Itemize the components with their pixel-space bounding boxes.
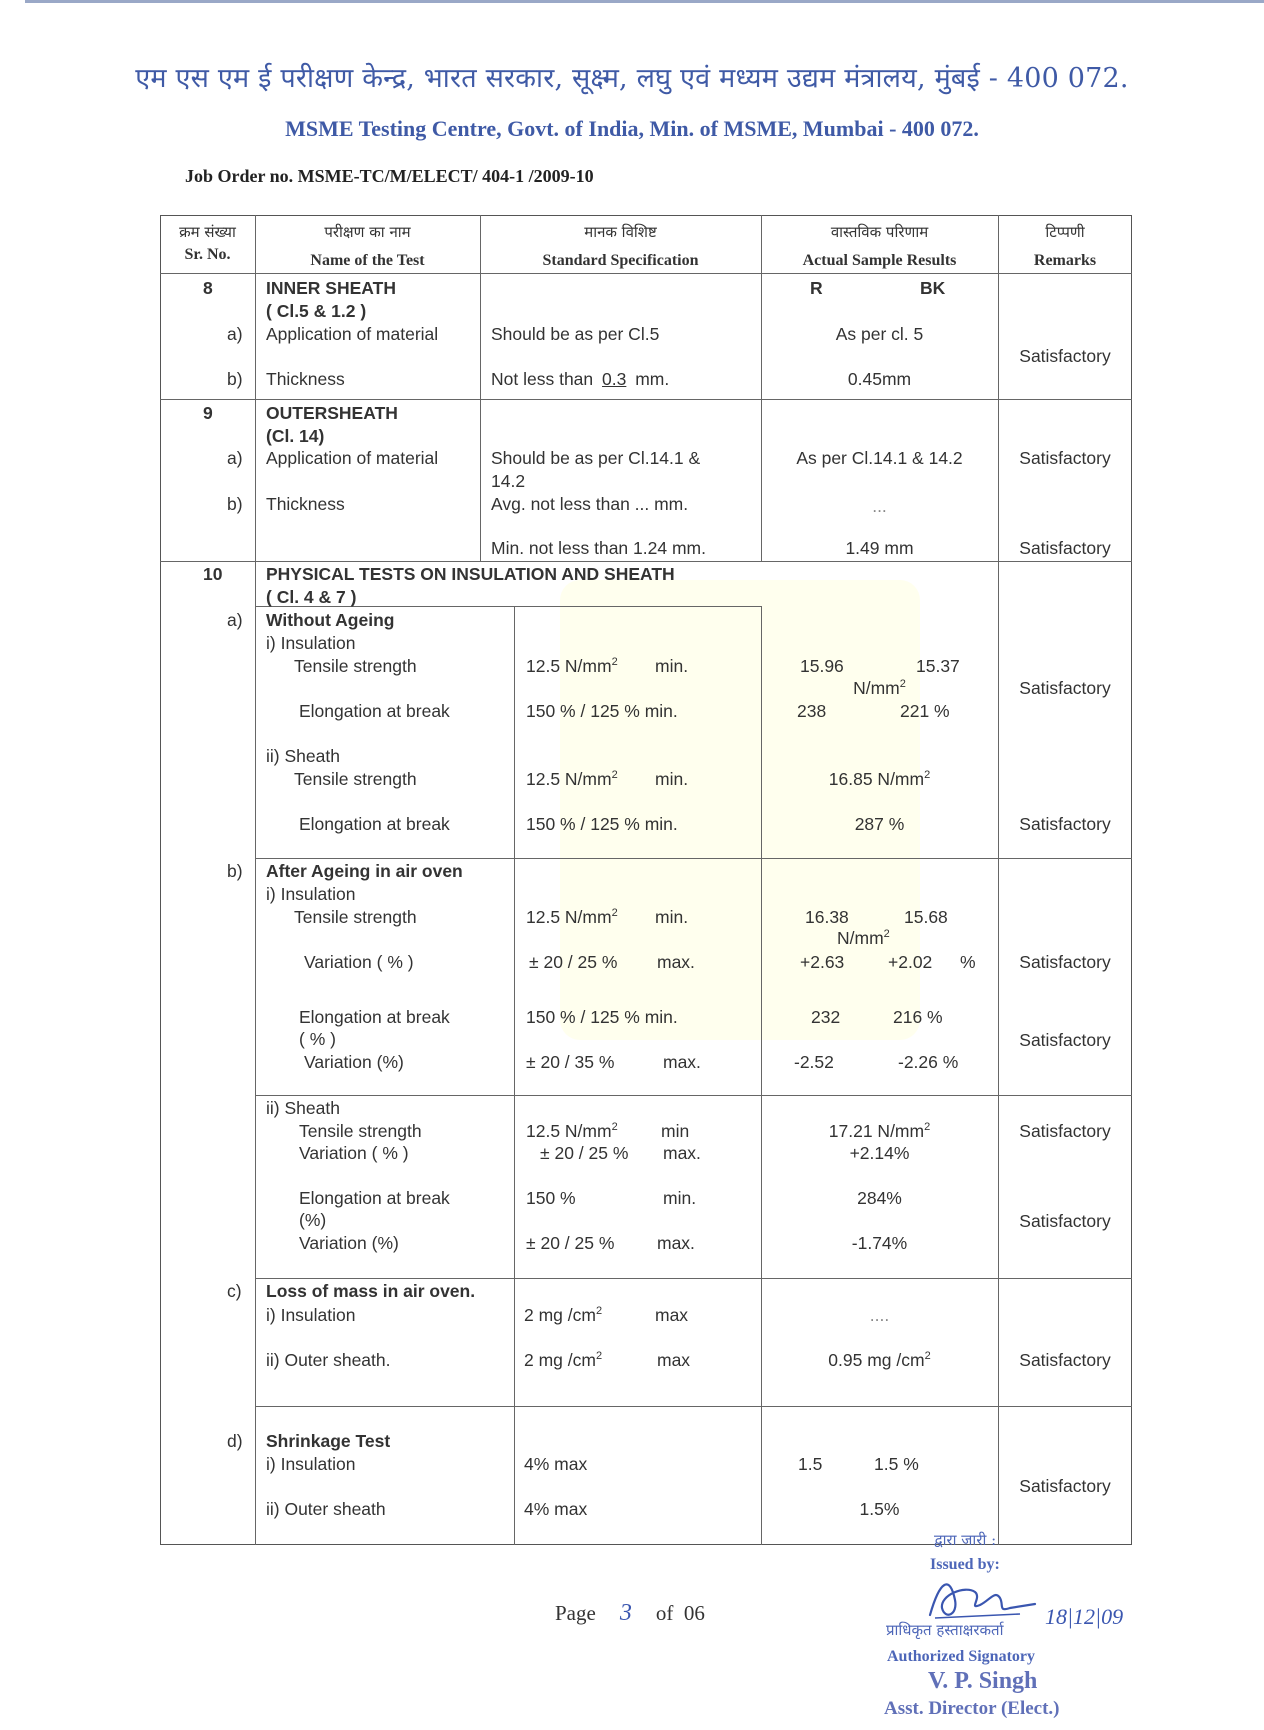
issued-by-hindi: द्वारा जारी : xyxy=(934,1531,997,1549)
s10a-elong: Elongation at break xyxy=(299,701,450,721)
row-divider xyxy=(160,561,1132,562)
s8-remark: Satisfactory xyxy=(1019,346,1111,366)
s10b-elong-std: 150 % / 125 % min. xyxy=(526,1007,678,1027)
s9-a-std-2: 14.2 xyxy=(491,471,526,491)
s10b-title: After Ageing in air oven xyxy=(266,861,463,881)
s10b-sheath-variation-2: Variation (%) xyxy=(299,1233,399,1253)
col-header-remarks-hindi: टिप्पणी xyxy=(1045,223,1085,241)
col-divider xyxy=(514,606,515,1545)
s8-title: INNER SHEATH xyxy=(266,278,396,298)
s10b-variation-max: max. xyxy=(657,952,695,972)
s10d-outer-sheath-std: 4% max xyxy=(524,1499,588,1519)
col-divider xyxy=(998,215,999,1545)
s10d-outer-sheath: ii) Outer sheath xyxy=(266,1499,386,1519)
authorized-signatory-hindi: प्राधिकृत हस्ताक्षरकर्ता xyxy=(886,1621,1004,1639)
s10a-title: Without Ageing xyxy=(266,610,395,630)
s10b-sheath-variation-max: max. xyxy=(663,1143,701,1163)
s8-a-label: a) xyxy=(227,324,243,344)
s10b-tensile-r: 16.38 xyxy=(805,907,849,927)
s10b-sheath-elong-min: min. xyxy=(663,1188,697,1208)
s10a-sheath-tensile-min: min. xyxy=(655,769,689,789)
col-header-res: Actual Sample Results xyxy=(802,252,957,269)
s8-clause: ( Cl.5 & 1.2 ) xyxy=(266,301,367,321)
s10b-variation-pct: % xyxy=(960,952,976,972)
col-header-std-hindi: मानक विशिष्ट xyxy=(584,223,657,241)
s10b-remark-1: Satisfactory xyxy=(1019,952,1111,972)
s10a-elong-bk: 221 % xyxy=(900,701,950,721)
s9-a-name: Application of material xyxy=(266,448,439,468)
s10b-variation-2-bk: -2.26 % xyxy=(898,1052,959,1072)
s10b-variation-2-r: -2.52 xyxy=(794,1052,834,1072)
s8-a-std: Should be as per Cl.5 xyxy=(491,324,660,344)
s10c-remark: Satisfactory xyxy=(1019,1350,1111,1370)
s10b-elong-r: 232 xyxy=(811,1007,841,1027)
s8-b-name: Thickness xyxy=(266,369,345,389)
s10a-tensile: Tensile strength xyxy=(294,656,417,676)
s10a-tensile-std: 12.5 $N/mm^2$ xyxy=(526,656,618,676)
header-hindi: एम एस एम ई परीक्षण केन्द्र, भारत सरकार, सूक्ष्म, लघु एवं मध्यम उद्यम मंत्रालय, मुंबई - 400 072. xyxy=(135,63,1129,94)
s8-b-std-pre: Not less than xyxy=(491,369,594,389)
s9-a-std-1: Should be as per Cl.14.1 & xyxy=(491,448,701,468)
s8-b-result: 0.45mm xyxy=(847,369,912,389)
row-divider xyxy=(255,1278,1132,1279)
s8-result-bk: BK xyxy=(920,278,946,298)
col-header-name: Name of the Test xyxy=(310,252,425,269)
s10c-insulation-res: .... xyxy=(869,1305,890,1325)
job-order-number: Job Order no. MSME-TC/M/ELECT/ 404-1 /2009-10 xyxy=(185,166,594,186)
s10b-variation-std: ± 20 / 25 % xyxy=(529,952,618,972)
signatory-name: V. P. Singh xyxy=(928,1668,1038,1694)
s10b-remark-3: Satisfactory xyxy=(1019,1121,1111,1141)
s8-b-std-unit: mm. xyxy=(635,369,670,389)
s10b-tensile-unit: $N/mm^2$ xyxy=(837,928,890,948)
sr-no-10: 10 xyxy=(203,564,223,584)
row-divider xyxy=(255,858,1132,859)
s10d-insulation-r: 1.5 xyxy=(798,1454,823,1474)
s10a-remark-2: Satisfactory xyxy=(1019,814,1111,834)
col-header-sr-hindi: क्रम संख्या xyxy=(179,223,236,241)
s10b-remark-4: Satisfactory xyxy=(1019,1211,1111,1231)
page-label: Page xyxy=(555,1601,596,1625)
s10d-title: Shrinkage Test xyxy=(266,1431,391,1451)
s10b-tensile: Tensile strength xyxy=(294,907,417,927)
s10b-sheath-elong-unit: (%) xyxy=(299,1210,327,1230)
s10b-remark-2: Satisfactory xyxy=(1019,1030,1111,1050)
of-label: of xyxy=(655,1601,674,1625)
s10b-sheath-tensile-res: 17.21 $N/mm^2$ xyxy=(828,1121,931,1141)
s9-clause: (Cl. 14) xyxy=(266,426,325,446)
signature-date: 18|12|09 xyxy=(1045,1604,1124,1629)
s10b-sheath-elong-res: 284% xyxy=(857,1188,902,1208)
row-divider xyxy=(255,1406,1132,1407)
col-header-remarks: Remarks xyxy=(1033,252,1097,269)
s9-title: OUTERSHEATH xyxy=(266,403,398,423)
s10b-tensile-min: min. xyxy=(655,907,689,927)
s8-b-label: b) xyxy=(227,369,243,389)
row-divider xyxy=(160,399,1132,400)
col-header-std: Standard Specification xyxy=(542,252,699,269)
signatory-title: Asst. Director (Elect.) xyxy=(884,1698,1060,1719)
s8-result-r: R xyxy=(810,278,823,298)
s10c-outer-sheath-std: 2 mg $/cm^2$ xyxy=(524,1350,603,1370)
s10d-insulation: i) Insulation xyxy=(266,1454,356,1474)
col-header-name-hindi: परीक्षण का नाम xyxy=(324,223,411,241)
s10b-sheath-variation: Variation ( % ) xyxy=(299,1143,409,1163)
s10a-tensile-unit: $N/mm^2$ xyxy=(853,678,906,698)
s10b-variation: Variation ( % ) xyxy=(304,952,414,972)
s10a-insulation: i) Insulation xyxy=(266,633,356,653)
s10b-insulation: i) Insulation xyxy=(266,884,356,904)
authorized-signatory-label: Authorized Signatory xyxy=(887,1648,1035,1665)
s9-b-result-min: 1.49 mm xyxy=(845,538,914,558)
s9-a-label: a) xyxy=(227,448,243,468)
s10b-sheath-tensile-std: 12.5 $N/mm^2$ xyxy=(526,1121,618,1141)
col-divider xyxy=(761,606,762,1545)
s10b-variation-2-max: max. xyxy=(663,1052,701,1072)
sr-no-9: 9 xyxy=(203,403,213,423)
s10b-elong: Elongation at break xyxy=(299,1007,450,1027)
s10b-tensile-std: 12.5 $N/mm^2$ xyxy=(526,907,618,927)
s8-b-std-val: 0.3 xyxy=(602,369,627,389)
s10a-tensile-min: min. xyxy=(655,656,689,676)
s10a-elong-r: 238 xyxy=(797,701,827,721)
s10b-sheath-elong: Elongation at break xyxy=(299,1188,450,1208)
s10b-variation-r: +2.63 xyxy=(800,952,845,972)
s10b-variation-2-std: ± 20 / 35 % xyxy=(526,1052,615,1072)
s10b-sheath-variation-2-max: max. xyxy=(657,1233,695,1253)
s8-a-result: As per cl. 5 xyxy=(835,324,924,344)
s10d-outer-sheath-res: 1.5% xyxy=(859,1499,900,1519)
col-header-sr: Sr. No. xyxy=(184,246,231,263)
s10b-elong-unit: ( % ) xyxy=(299,1029,336,1049)
s9-b-label: b) xyxy=(227,494,243,514)
s10d-remark: Satisfactory xyxy=(1019,1476,1111,1496)
s8-b-std xyxy=(491,369,669,390)
s10-clause: ( Cl. 4 & 7 ) xyxy=(266,587,357,607)
page-indicator xyxy=(555,1600,705,1627)
s10a-sheath-elong: Elongation at break xyxy=(299,814,450,834)
col-divider xyxy=(255,215,256,1545)
s9-b-std-min: Min. not less than 1.24 mm. xyxy=(491,538,706,558)
s10a-sheath-elong-std: 150 % / 125 % min. xyxy=(526,814,678,834)
s10a-label: a) xyxy=(227,610,243,630)
s10c-outer-sheath: ii) Outer sheath. xyxy=(266,1350,391,1370)
total-pages: 06 xyxy=(683,1601,705,1625)
s10b-sheath-variation-std: ± 20 / 25 % xyxy=(540,1143,629,1163)
s10b-sheath-variation-2-std: ± 20 / 25 % xyxy=(526,1233,615,1253)
s9-a-result: As per Cl.14.1 & 14.2 xyxy=(796,448,963,468)
s10a-sheath-tensile-res: 16.85 $N/mm^2$ xyxy=(828,769,931,789)
s10b-variation-bk: +2.02 xyxy=(888,952,933,972)
header-english: MSME Testing Centre, Govt. of India, Min. of MSME, Mumbai - 400 072. xyxy=(285,116,979,141)
s10c-label: c) xyxy=(227,1281,242,1301)
s10c-insulation-max: max xyxy=(655,1305,689,1325)
s10a-elong-std: 150 % / 125 % min. xyxy=(526,701,678,721)
top-border-line xyxy=(25,0,1264,3)
s10a-tensile-r: 15.96 xyxy=(800,656,844,676)
s10a-sheath-tensile: Tensile strength xyxy=(294,769,417,789)
s10c-outer-sheath-max: max xyxy=(657,1350,691,1370)
s9-b-remark: Satisfactory xyxy=(1019,538,1111,558)
s10d-label: d) xyxy=(227,1431,243,1451)
s10b-sheath: ii) Sheath xyxy=(266,1098,340,1118)
s10b-sheath-tensile: Tensile strength xyxy=(299,1121,422,1141)
s9-b-name: Thickness xyxy=(266,494,345,514)
s10b-sheath-variation-2-res: -1.74% xyxy=(851,1233,908,1253)
s10b-label: b) xyxy=(227,861,243,881)
s10b-tensile-bk: 15.68 xyxy=(904,907,948,927)
s10c-insulation-std: 2 mg $/cm^2$ xyxy=(524,1305,603,1325)
s9-b-result-avg: ... xyxy=(872,496,887,516)
s10b-variation-2: Variation (%) xyxy=(304,1052,404,1072)
col-header-res-hindi: वास्तविक परिणाम xyxy=(830,223,929,241)
s10a-sheath-elong-res: 287 % xyxy=(854,814,905,834)
issued-by-label: Issued by: xyxy=(930,1556,1000,1573)
s10d-insulation-bk: 1.5 % xyxy=(874,1454,919,1474)
s10c-outer-sheath-res: 0.95 mg $/cm^2$ xyxy=(828,1350,931,1370)
s8-a-name: Application of material xyxy=(266,324,439,344)
row-divider xyxy=(255,1095,1132,1096)
sr-no-8: 8 xyxy=(203,278,213,298)
s10a-sheath: ii) Sheath xyxy=(266,746,340,766)
s10b-elong-bk: 216 % xyxy=(893,1007,943,1027)
s10b-sheath-tensile-min: min xyxy=(661,1121,690,1141)
s9-a-remark: Satisfactory xyxy=(1019,448,1111,468)
s10c-insulation: i) Insulation xyxy=(266,1305,356,1325)
page-number: 3 xyxy=(619,1600,632,1626)
row-divider xyxy=(160,273,1132,274)
s10d-insulation-std: 4% max xyxy=(524,1454,588,1474)
s10b-sheath-variation-res: +2.14% xyxy=(849,1143,910,1163)
s10a-remark-1: Satisfactory xyxy=(1019,678,1111,698)
s10a-tensile-bk: 15.37 xyxy=(916,656,960,676)
s9-b-std-avg: Avg. not less than ... mm. xyxy=(491,494,689,514)
s10a-sheath-tensile-std: 12.5 $N/mm^2$ xyxy=(526,769,618,789)
s10c-title: Loss of mass in air oven. xyxy=(266,1281,476,1301)
s10-title: PHYSICAL TESTS ON INSULATION AND SHEATH xyxy=(266,564,675,584)
s10b-sheath-elong-std: 150 % xyxy=(526,1188,576,1208)
